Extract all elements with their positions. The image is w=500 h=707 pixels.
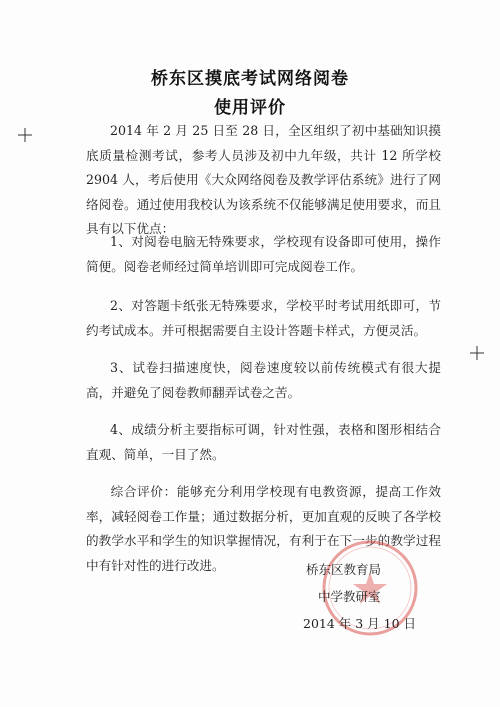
paragraph-point-4-text: 4、成绩分析主要指标可调，针对性强，表格和图形相结合直观、简单，一目了然。 bbox=[86, 422, 441, 462]
paragraph-point-2-text: 2、对答题卡纸张无特殊要求，学校平时考试用纸即可，节约考试成本。并可根据需要自主设计答题卡样式，方便灵活。 bbox=[86, 298, 441, 338]
paragraph-point-2 bbox=[86, 294, 441, 343]
paragraph-intro-text: 2014 年 2 月 25 日至 28 日，全区组织了初中基础知识摸底质量检测考试，参考人员涉及初中九年级，共计 12 所学校 2904 人，考后使用《大众网络阅卷及教学评估系统》进行了网络阅卷。通过使用我校认为该系统不仅能够满足使用要求，而且具有以下优点： bbox=[86, 123, 441, 236]
paragraph-point-1-text: 1、对阅卷电脑无特殊要求，学校现有设备即可使用，操作简便。阅卷老师经过简单培训即可完成阅卷工作。 bbox=[86, 234, 441, 274]
paragraph-point-4 bbox=[86, 418, 441, 467]
paragraph-summary-text: 综合评价：能够充分利用学校现有电教资源，提高工作效率，减轻阅卷工作量；通过数据分析，更加直观的反映了各学校的教学水平和学生的知识掌握情况，有利于在下一步的教学过程中有针对性的进行改进。 bbox=[86, 484, 441, 573]
paragraph-point-3-text: 3、试卷扫描速度快，阅卷速度较以前传统模式有很大提高，并避免了阅卷教师翻弄试卷之苦。 bbox=[86, 360, 441, 400]
signature-date: 2014 年 3 月 10 日 bbox=[303, 616, 417, 631]
crosshair-icon bbox=[470, 346, 484, 360]
paragraph-point-1 bbox=[86, 230, 441, 279]
signature-department: 中学教研室 bbox=[318, 589, 381, 604]
paragraph-intro bbox=[86, 119, 441, 242]
document-title: 桥东区摸底考试网络阅卷 bbox=[151, 69, 349, 89]
crosshair-icon bbox=[18, 128, 32, 142]
paragraph-point-3 bbox=[86, 356, 441, 405]
signature-organization: 桥东区教育局 bbox=[306, 562, 382, 577]
document-subtitle: 使用评价 bbox=[214, 98, 286, 118]
